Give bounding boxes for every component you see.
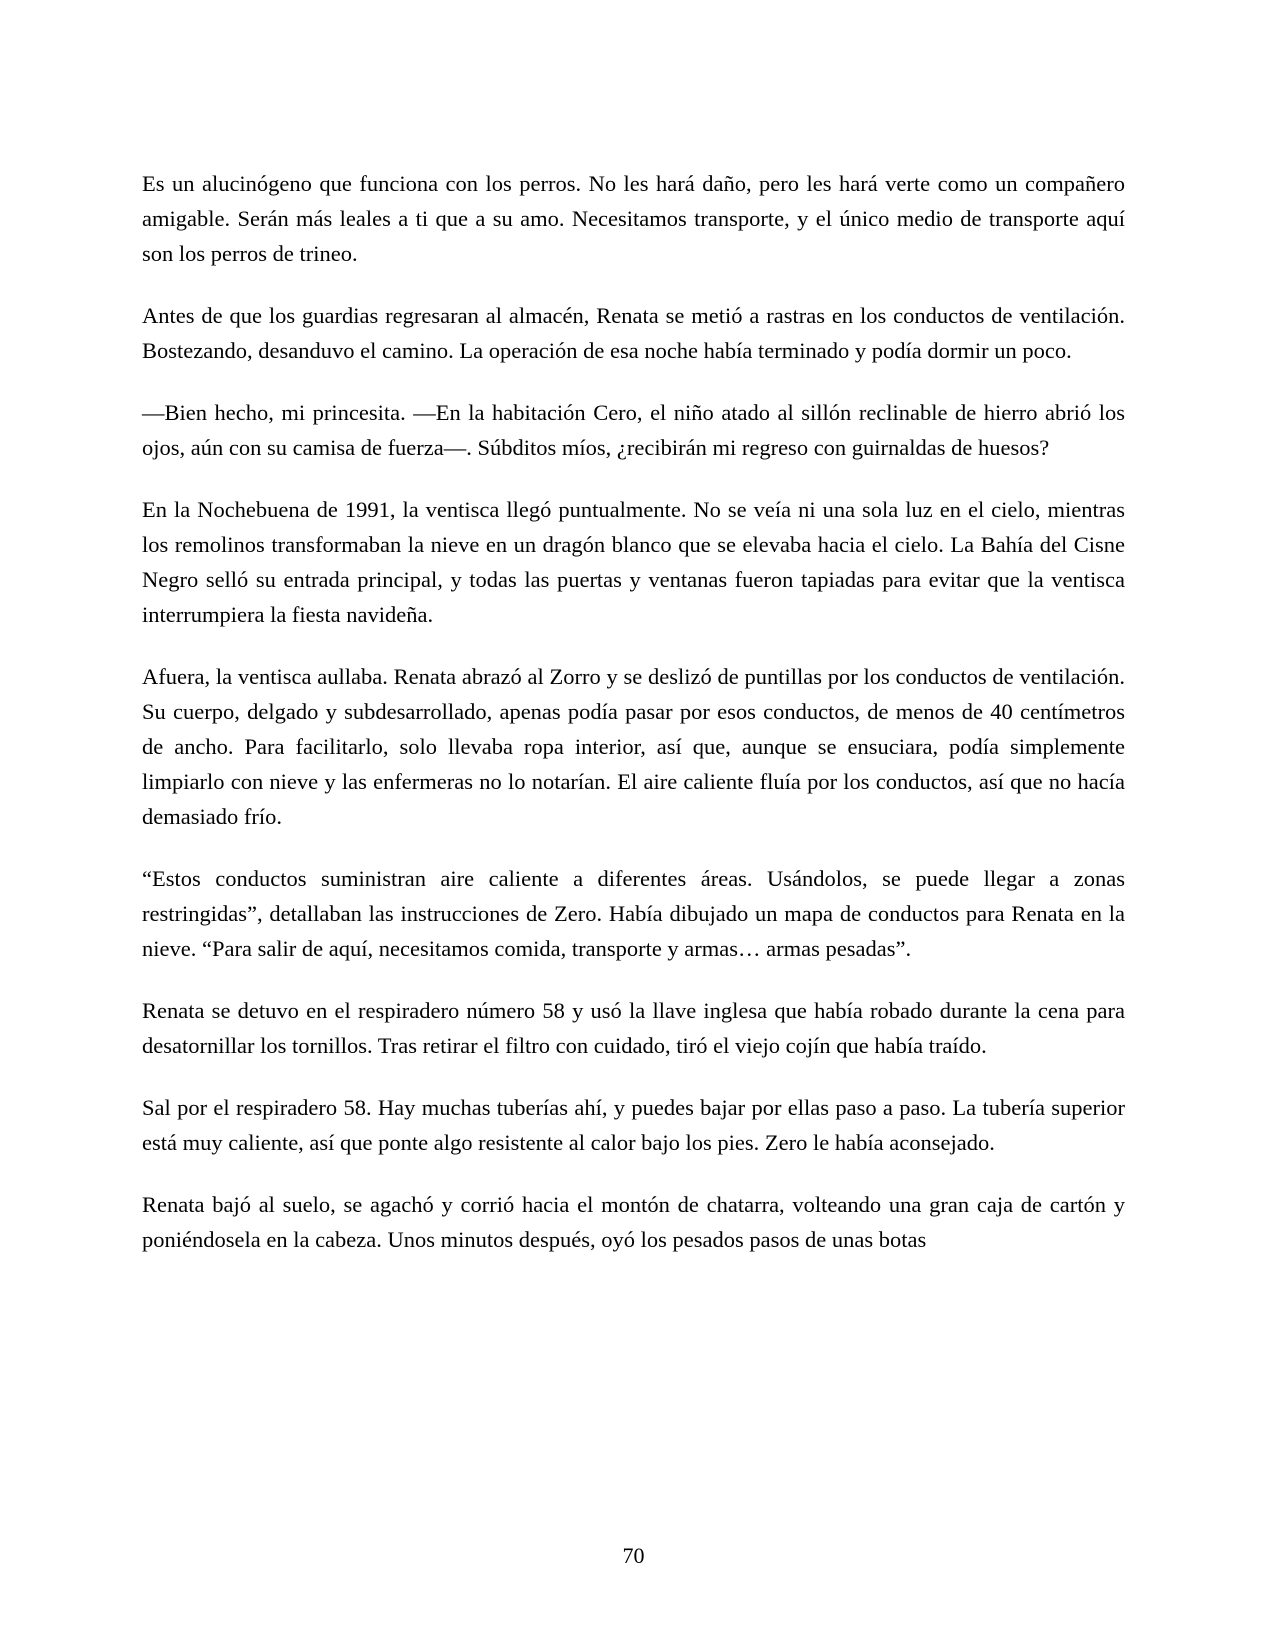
paragraph: Es un alucinógeno que funciona con los perros. No les hará daño, pero les hará verte como un compañero amigable. Serán más leales a ti que a su amo. Necesitamos transporte, y el único medio de transporte aquí son los perros de trineo.: [142, 171, 1125, 266]
page-number: 70: [622, 1543, 645, 1568]
paragraph: En la Nochebuena de 1991, la ventisca llegó puntualmente. No se veía ni una sola luz en el cielo, mientras los remolinos transformaban la nieve en un dragón blanco que se elevaba hacia el cielo. La Bahía del Cisne Negro selló su entrada principal, y todas las puertas y ventanas fueron tapiadas para evitar que la ventisca interrumpiera la fiesta navideña.: [142, 497, 1125, 627]
paragraph: Afuera, la ventisca aullaba. Renata abrazó al Zorro y se deslizó de puntillas por los conductos de ventilación. Su cuerpo, delgado y subdesarrollado, apenas podía pasar por esos conductos, de menos de 40 centímetros de ancho. Para facilitarlo, solo llevaba ropa interior, así que, aunque se ensuciara, podía simplemente limpiarlo con nieve y las enfermeras no lo notarían. El aire caliente fluía por los conductos, así que no hacía demasiado frío.: [142, 664, 1125, 829]
paragraph: Antes de que los guardias regresaran al almacén, Renata se metió a rastras en los conductos de ventilación. Bostezando, desanduvo el camino. La operación de esa noche había terminado y podía dormir un poco.: [142, 303, 1125, 363]
text-block: [142, 166, 1125, 1284]
paragraph: “Estos conductos suministran aire caliente a diferentes áreas. Usándolos, se puede llegar a zonas restringidas”, detallaban las instrucciones de Zero. Había dibujado un mapa de conductos para Renata en la nieve. “Para salir de aquí, necesitamos comida, transporte y armas… armas pesadas”.: [142, 866, 1125, 961]
paragraph: Renata se detuvo en el respiradero número 58 y usó la llave inglesa que había robado durante la cena para desatornillar los tornillos. Tras retirar el filtro con cuidado, tiró el viejo cojín que había traído.: [142, 998, 1125, 1058]
paragraph: Sal por el respiradero 58. Hay muchas tuberías ahí, y puedes bajar por ellas paso a paso. La tubería superior está muy caliente, así que ponte algo resistente al calor bajo los pies. Zero le había aconsejado.: [142, 1095, 1125, 1155]
paragraph: —Bien hecho, mi princesita. —En la habitación Cero, el niño atado al sillón reclinable de hierro abrió los ojos, aún con su camisa de fuerza—. Súbditos míos, ¿recibirán mi regreso con guirnaldas de huesos?: [142, 400, 1125, 460]
paragraph: Renata bajó al suelo, se agachó y corrió hacia el montón de chatarra, volteando una gran caja de cartón y poniéndosela en la cabeza. Unos minutos después, oyó los pesados pasos de unas botas: [142, 1192, 1125, 1252]
